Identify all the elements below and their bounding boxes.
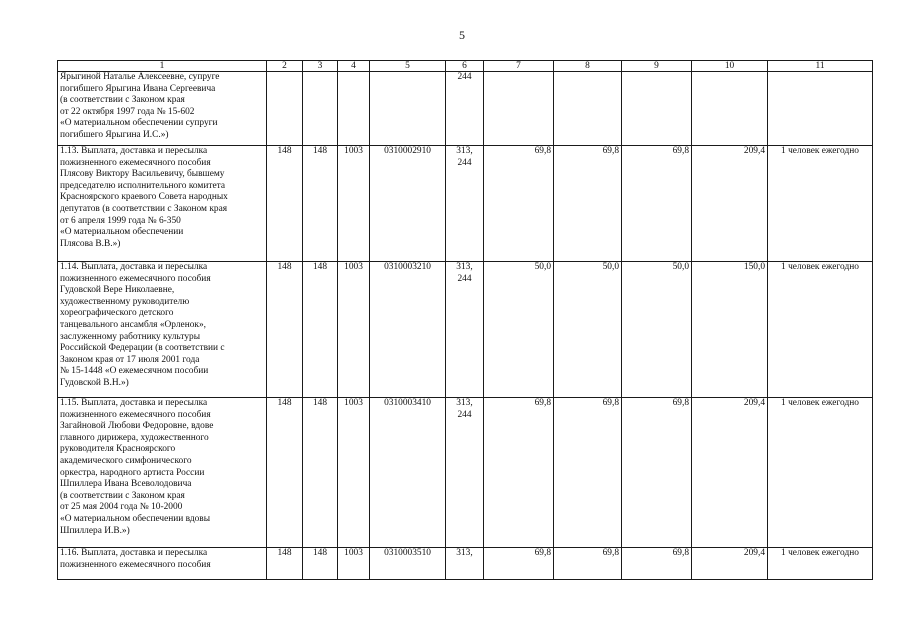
- page-number: 5: [459, 28, 465, 42]
- col6-codes: [446, 262, 484, 398]
- col6-codes: [446, 548, 484, 580]
- col4-code: 1003: [338, 398, 370, 548]
- description-line: художественному руководителю: [60, 296, 190, 307]
- column-header: 5: [370, 61, 446, 72]
- description-line: «О материальном обеспечении: [60, 227, 184, 238]
- col2-value: [267, 72, 303, 146]
- col11-note: 1 человек ежегодно: [768, 146, 873, 262]
- row-description: [58, 72, 267, 146]
- col2-value: 148: [267, 146, 303, 262]
- col8-amount: 50,0: [554, 262, 622, 398]
- column-header: 6: [446, 61, 484, 72]
- col8-amount: [554, 72, 622, 146]
- col3-value: 148: [303, 146, 338, 262]
- row-description: [58, 548, 267, 580]
- col6-line: 244: [457, 409, 472, 420]
- description-line: танцевального ансамбля «Орленок»,: [60, 319, 206, 330]
- description-line: 1.14. Выплата, доставка и пересылка: [60, 262, 208, 272]
- description-line: Шпиллера Ивана Всеволодовича: [60, 479, 192, 490]
- description-line: оркестра, народного артиста России: [60, 467, 205, 478]
- col3-value: 148: [303, 398, 338, 548]
- description-line: «О материальном обеспечении супруги: [60, 118, 218, 129]
- description-line: хореографического детского: [60, 308, 174, 319]
- col10-total: [692, 72, 768, 146]
- column-header: 7: [484, 61, 554, 72]
- column-header: 3: [303, 61, 338, 72]
- col4-code: [338, 72, 370, 146]
- col10-total: 209,4: [692, 398, 768, 548]
- table-row: [58, 398, 873, 548]
- description-line: Ярыгиной Наталье Алексеевне, супруге: [60, 72, 220, 82]
- description-line: 1.13. Выплата, доставка и пересылка: [60, 146, 208, 156]
- col6-line: 244: [457, 72, 472, 82]
- column-header: 9: [622, 61, 692, 72]
- table-row: [58, 146, 873, 262]
- col6-codes: [446, 398, 484, 548]
- col4-code: 1003: [338, 146, 370, 262]
- table-row: [58, 72, 873, 146]
- col11-note: 1 человек ежегодно: [768, 398, 873, 548]
- description-line: пожизненного ежемесячного пособия: [60, 157, 211, 168]
- col7-amount: [484, 72, 554, 146]
- budget-table: [57, 60, 873, 580]
- col7-amount: 69,8: [484, 146, 554, 262]
- description-line: председателю исполнительного комитета: [60, 180, 225, 191]
- col6-line: 244: [457, 273, 472, 284]
- description-line: от 6 апреля 1999 года № 6-350: [60, 215, 181, 226]
- description-line: от 22 октября 1997 года № 15-602: [60, 106, 195, 117]
- description-line: от 25 мая 2004 года № 10-2000: [60, 502, 183, 513]
- description-line: заслуженному работнику культуры: [60, 331, 200, 342]
- col9-amount: [622, 72, 692, 146]
- col3-value: 148: [303, 262, 338, 398]
- table-row: [58, 548, 873, 580]
- col6-line: 313,: [456, 548, 473, 558]
- col3-value: 148: [303, 548, 338, 580]
- col10-total: 209,4: [692, 548, 768, 580]
- description-line: погибшего Ярыгина Ивана Сергеевича: [60, 83, 216, 94]
- col6-line: 313,: [456, 146, 473, 156]
- col4-code: 1003: [338, 262, 370, 398]
- row-description: [58, 398, 267, 548]
- col5-code: 0310002910: [370, 146, 446, 262]
- description-line: пожизненного ежемесячного пособия: [60, 273, 211, 284]
- description-line: Плясову Виктору Васильевичу, бывшему: [60, 169, 225, 180]
- col5-code: 0310003210: [370, 262, 446, 398]
- col8-amount: 69,8: [554, 548, 622, 580]
- description-line: Российской Федерации (в соответствии с: [60, 343, 225, 354]
- col2-value: 148: [267, 398, 303, 548]
- row-description: [58, 146, 267, 262]
- description-line: пожизненного ежемесячного пособия: [60, 409, 211, 420]
- description-line: Плясова В.В.»): [60, 238, 121, 249]
- col5-code: [370, 72, 446, 146]
- col5-code: 0310003510: [370, 548, 446, 580]
- col9-amount: 50,0: [622, 262, 692, 398]
- description-line: академического симфонического: [60, 455, 192, 466]
- description-line: Законом края от 17 июля 2001 года: [60, 354, 200, 365]
- col7-amount: 50,0: [484, 262, 554, 398]
- row-description: [58, 262, 267, 398]
- col6-line: 244: [457, 157, 472, 168]
- column-header: 1: [58, 61, 267, 72]
- col4-code: 1003: [338, 548, 370, 580]
- description-line: погибшего Ярыгина И.С.»): [60, 129, 169, 140]
- col6-codes: [446, 146, 484, 262]
- description-line: № 15-1448 «О ежемесячном пособии: [60, 366, 209, 377]
- description-line: пожизненного ежемесячного пособия: [60, 559, 211, 570]
- description-line: Гудовской В.Н.»): [60, 377, 129, 388]
- description-line: 1.16. Выплата, доставка и пересылка: [60, 548, 208, 558]
- col7-amount: 69,8: [484, 398, 554, 548]
- table-row: [58, 262, 873, 398]
- column-header: 11: [768, 61, 873, 72]
- col11-note: [768, 72, 873, 146]
- col11-note: 1 человек ежегодно: [768, 548, 873, 580]
- col3-value: [303, 72, 338, 146]
- col10-total: 209,4: [692, 146, 768, 262]
- description-line: руководителя Красноярского: [60, 444, 176, 455]
- column-header: 10: [692, 61, 768, 72]
- description-line: (в соответствии с Законом края: [60, 95, 185, 106]
- description-line: (в соответствии с Законом края: [60, 490, 185, 501]
- description-line: «О материальном обеспечении вдовы: [60, 513, 211, 524]
- description-line: Гудовской Вере Николаевне,: [60, 285, 175, 296]
- description-line: Красноярского краевого Совета народных: [60, 192, 228, 203]
- col6-line: 313,: [456, 398, 473, 408]
- col9-amount: 69,8: [622, 398, 692, 548]
- description-line: 1.15. Выплата, доставка и пересылка: [60, 398, 208, 408]
- col6-codes: [446, 72, 484, 146]
- description-line: главного дирижера, художественного: [60, 432, 209, 443]
- col2-value: 148: [267, 262, 303, 398]
- col6-line: 313,: [456, 262, 473, 272]
- col10-total: 150,0: [692, 262, 768, 398]
- col2-value: 148: [267, 548, 303, 580]
- description-line: Загайновой Любови Федоровне, вдове: [60, 421, 214, 432]
- col9-amount: 69,8: [622, 548, 692, 580]
- col9-amount: 69,8: [622, 146, 692, 262]
- col11-note: 1 человек ежегодно: [768, 262, 873, 398]
- column-header: 8: [554, 61, 622, 72]
- col7-amount: 69,8: [484, 548, 554, 580]
- column-header: 2: [267, 61, 303, 72]
- description-line: Шпиллера И.В.»): [60, 525, 130, 536]
- description-line: депутатов (в соответствии с Законом края: [60, 203, 228, 214]
- table-header-row: [58, 61, 873, 72]
- col8-amount: 69,8: [554, 146, 622, 262]
- col5-code: 0310003410: [370, 398, 446, 548]
- col8-amount: 69,8: [554, 398, 622, 548]
- column-header: 4: [338, 61, 370, 72]
